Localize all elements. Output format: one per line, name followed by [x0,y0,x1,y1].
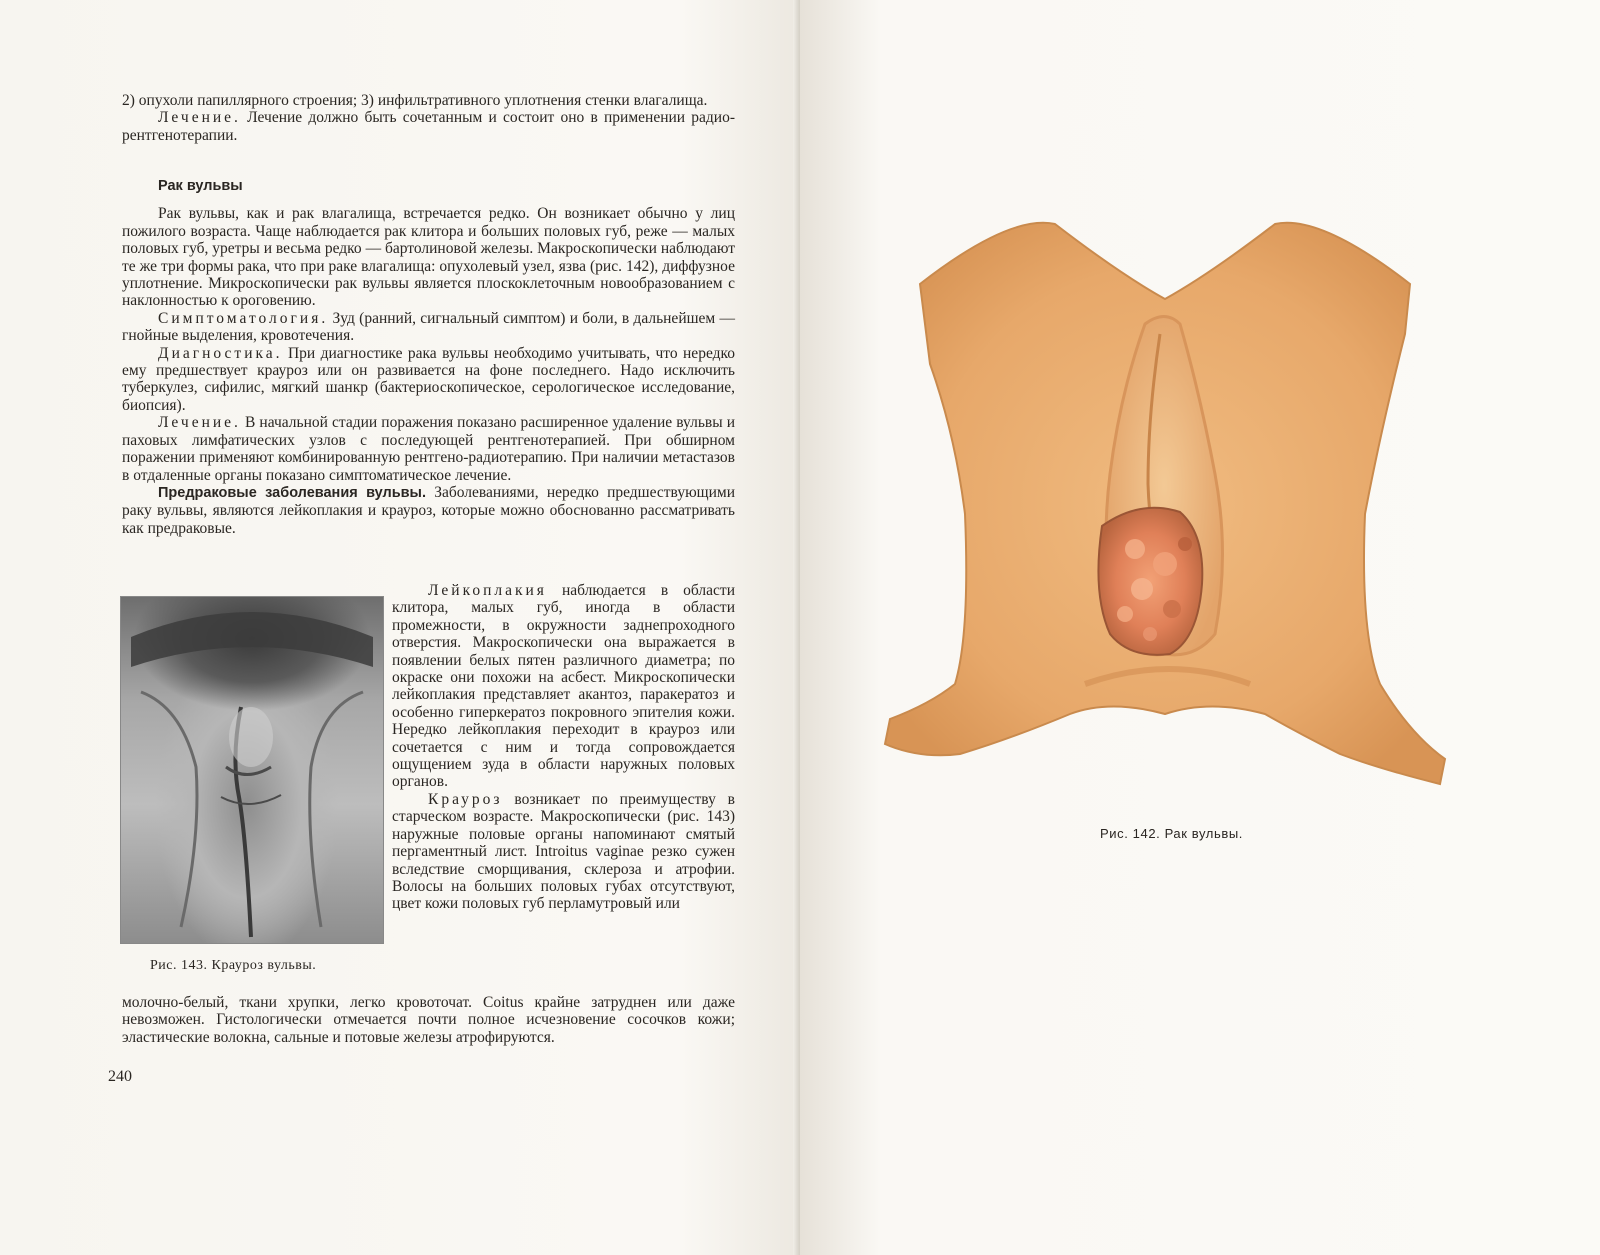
paragraph-diagnosis [122,345,735,415]
main-text-block [122,178,735,537]
precancer-text: Заболеваниями, нередко предшествующими раку вульвы, являются лейкоплакия и крауроз, которые можно обоснованно рассматривать как предраковые. [122,483,735,537]
kraurosis-text: возникает по преимуществу в старческом возрасте. Макроскопически (рис. 143) наружные половые органы напоминают смятый пергаментный лист. Introitus vaginae резко сужен вследствие сморщивания, склероза и атрофии. Волосы на больших половых губах отсутствуют, цвет кожи половых губ перламутровый или [392,790,736,913]
page-number: 240 [108,1068,132,1085]
leukoplakia-text: наблюдается в области клитора, малых губ, иногда в области промежности, в окружности заднепроходного отверстия. Макроскопически она выражается в появлении белых пятен различного диаметра; по окраске они похожи на асбест. Микроскопически лейкоплакия представляет акантоз, паракератоз и особенно гиперкератоз покровного эпителия кожи. Нередко лейкоплакия переходит в крауроз или сочетается с ним и тогда сопровождается ощущением зуда в области наружных половых органов. [392,582,735,791]
paragraph-kraurosis [392,791,735,913]
precancer-label: Предраковые заболевания вульвы. [158,484,426,501]
kraurosis-figure-image [120,596,384,944]
kraurosis-figure-drawing [121,597,383,943]
symptoms-label: Симптоматология. [158,309,329,327]
paragraph-symptoms [122,310,735,345]
right-page [800,0,1600,1255]
paragraph-continuation: 2) опухоли папиллярного строения; 3) инфильтративного уплотнения стенки влагалища. [122,92,708,109]
side-text-block [392,582,735,913]
diagnosis-text: При диагностике рака вульвы необходимо учитывать, что нередко ему предшествует крауроз или он развивается на фоне последнего. Надо исключить туберкулез, сифилис, мягкий шанкр (бактериоскопическое, серологическое исследование, биопсия). [122,344,735,414]
vulva-cancer-figure-image [880,214,1450,800]
treatment2-label: Лечение. [158,414,241,432]
kraurosis-label: Крауроз [428,790,503,808]
bottom-text-block [122,994,735,1046]
paragraph-leukoplakia [392,582,735,791]
treatment2-text: В начальной стадии поражения показано расширенное удаление вульвы и паховых лимфатических узлов с последующей рентгенотерапией. При обширном поражении применяют комбинированную рентгено-радиотерапию. При наличии метастазов в отдаленные органы показано симптоматическое лечение. [122,414,736,484]
paragraph-treatment [122,109,735,144]
diagnosis-label: Диагностика. [158,344,283,362]
figure-143-caption: Рис. 143. Крауроз вульвы. [150,958,317,973]
paragraph-treatment-2 [122,414,735,484]
figure-142-caption: Рис. 142. Рак вульвы. [1100,826,1243,841]
top-text-block [122,92,735,144]
treatment-label: Лечение. [158,109,241,127]
symptoms-text: Зуд (ранний, сигнальный симптом) и боли, в дальнейшем — гнойные выделения, кровотечения. [122,309,735,345]
paragraph-kraurosis-continued: молочно-белый, ткани хрупки, легко кровоточат. Coitus крайне затруднен или даже невозможен. Гистологически отмечается почти полное исчезновение сосочков кожи; эластические волокна, сальные и потовые железы атрофируются. [122,994,735,1046]
leukoplakia-label: Лейкоплакия [428,582,547,599]
paragraph-intro: Рак вульвы, как и рак влагалища, встречается редко. Он возникает обычно у лиц пожилого возраста. Чаще наблюдается рак клитора и больших половых губ, реже — малых половых губ, уретры и весьма редко — бартолиновой железы. Макроскопически наблюдают те же три формы рака, что при раке влагалища: опухолевый узел, язва (рис. 142), диффузное уплотнение. Микроскопически рак вульвы является плоскоклеточным новообразованием с наклонностью к ороговению. [122,205,735,310]
section-heading: Рак вульвы [158,178,243,194]
paragraph-precancer [122,484,735,537]
treatment-text: Лечение должно быть сочетанным и состоит оно в применении радио-рентгенотерапии. [122,109,736,144]
